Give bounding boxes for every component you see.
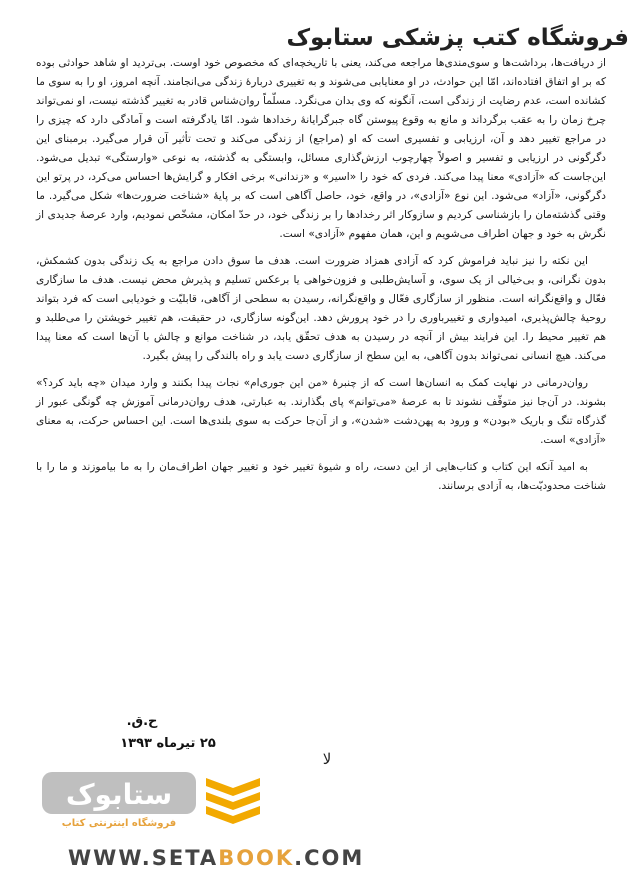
document-body	[36, 54, 606, 496]
signature-date: ۲۵ تیرماه ۱۳۹۳	[120, 736, 216, 751]
paragraph-4: به امید آنکه این کتاب و کتاب‌هایی از این دست، راه و شیوهٔ تغییر خود و تغییر جهان اطراف‌مان را به ما بیاموزند و ما را با شناخت محدودیّت‌ها، به آزادی برسانند.	[36, 461, 606, 492]
site-url-part2: BOOK	[218, 846, 295, 870]
logo-mark-text: ستابوک	[65, 778, 173, 811]
setabook-logo	[40, 768, 270, 836]
paragraph-1: از دریافت‌ها، برداشت‌ها و سوی‌مندی‌ها مراجعه می‌کند، یعنی با تاریخچه‌ای که مخصوص خود اوست. بی‌تردید او شاهد حوادثی بوده که بر او اتفاق افتاده‌اند، امّا این حوادث، در او معنایابی می‌شوند و به تغییری دربارهٔ زندگی می‌انجامند. آنچه امروز، او را به سوی ما کشانده است، عدم رضایت از زندگی است، آنگونه که وی بدان می‌نگرد. مسلّماً روان‌شناس قادر به تغییر گذشته نیست، او نمی‌تواند چرخ زمان را به عقب برگرداند و مانع به وقوع پیوستن گاه جبرگرایانهٔ رخدادها شود. امّا یادگرفته است و آمادگی دارد که چیزی را در مراجع تغییر دهد و آن، ارزیابی و تفسیری است که او (مراجع) از زندگی می‌کند و تحت تأثیر آن قرار می‌گیرد. برمبنای این دگرگونی در ارزیابی و تفسیر و اصولاً چهارچوب ارزش‌گذاری مسائل، وابستگی به گذشته، به نوعی «وارستگی» تبدیل می‌شود. این‌جاست که «آزادی» معنا پیدا می‌کند. فردی که خود را «اسیر» و «زندانی» برخی افکار و گرایش‌ها احساس می‌کرد، در پرتو این دگرگونی، «آزاد» می‌شود. این نوع «آزادی»، در واقع، خود، حاصل آگاهی است که بر پایهٔ «شناخت ضرورت‌ها» شکل می‌گیرد. ما وقتی گذشته‌مان را بازشناسی کردیم و سازوکار اثر رخدادها را بر زندگی خود، در حدّ امکان، مشخّص نمودیم، وارد عرصهٔ جدیدی از نگرش به خود و جهان اطراف می‌شویم و این، همان مفهوم «آزادی» است.	[36, 57, 606, 240]
paragraph-2: این نکته را نیز نباید فراموش کرد که آزادی همزاد ضرورت است. هدف ما سوق دادن مراجع به یک زندگی بدون کشمکش، بدون نگرانی، و بی‌خیالی از یک سوی، و آسایش‌طلبی و فزون‌خواهی یا برعکس تسلیم و پذیرش محض نیست. هدف ما سازگاری فعّال و واقع‌نگرانه است. منظور از سازگاری فعّال و واقع‌نگرانه، رسیدن به سطحی از آگاهی، قابلیّت و خودیابی است که فرد بتواند روحیهٔ چالش‌پذیری، امیدواری و تغییرباوری را در خود پرورش دهد. این‌گونه سازگاری، در حقیقت، هم تغییر خویشتن را می‌طلبد و هم تغییر محیط را. این فرایند بیش از آنچه در رسیدن به هدف تحقّق یابد، در شناخت موانع و چالش با آن‌ها است که معنا پیدا می‌کند. هیچ انسانی نمی‌تواند بدون آگاهی، به این سطح از سازگاری دست یابد و راه بالندگی را پیش بگیرد.	[36, 255, 606, 362]
logo-subtitle: فروشگاه اینترنتی کتاب	[61, 818, 177, 829]
signature-initials: ح.ق.	[126, 714, 158, 729]
setabook-logo-mark	[40, 768, 200, 816]
site-url-part1: WWW.SETA	[68, 846, 219, 870]
site-header-title: فروشگاه کتب پزشکی ستابوک	[286, 25, 629, 51]
paragraph-3: روان‌درمانی در نهایت کمک به انسان‌ها است که از چنبرهٔ «من این جوری‌ام» نجات پیدا بکنند و وارد میدان «چه باید کرد؟» بشوند. در آن‌جا نیز متوقّف نشوند تا به عرصهٔ «می‌توانم» پای بگذارند. به عبارتی، هدف روان‌درمانی آموزش چه گونگی عبور از گذرگاه تنگ و باریک «بودن» و ورود به پهن‌دشت «شدن»، و از آن‌جا حرکت به سوی بلندی‌ها است. این احساس حرکت، به معنای «آزادی» است.	[36, 377, 606, 446]
site-url-part3: .COM	[294, 846, 365, 870]
page-number: لا	[322, 750, 332, 768]
book-stack-icon	[202, 770, 264, 830]
site-url	[68, 846, 365, 872]
